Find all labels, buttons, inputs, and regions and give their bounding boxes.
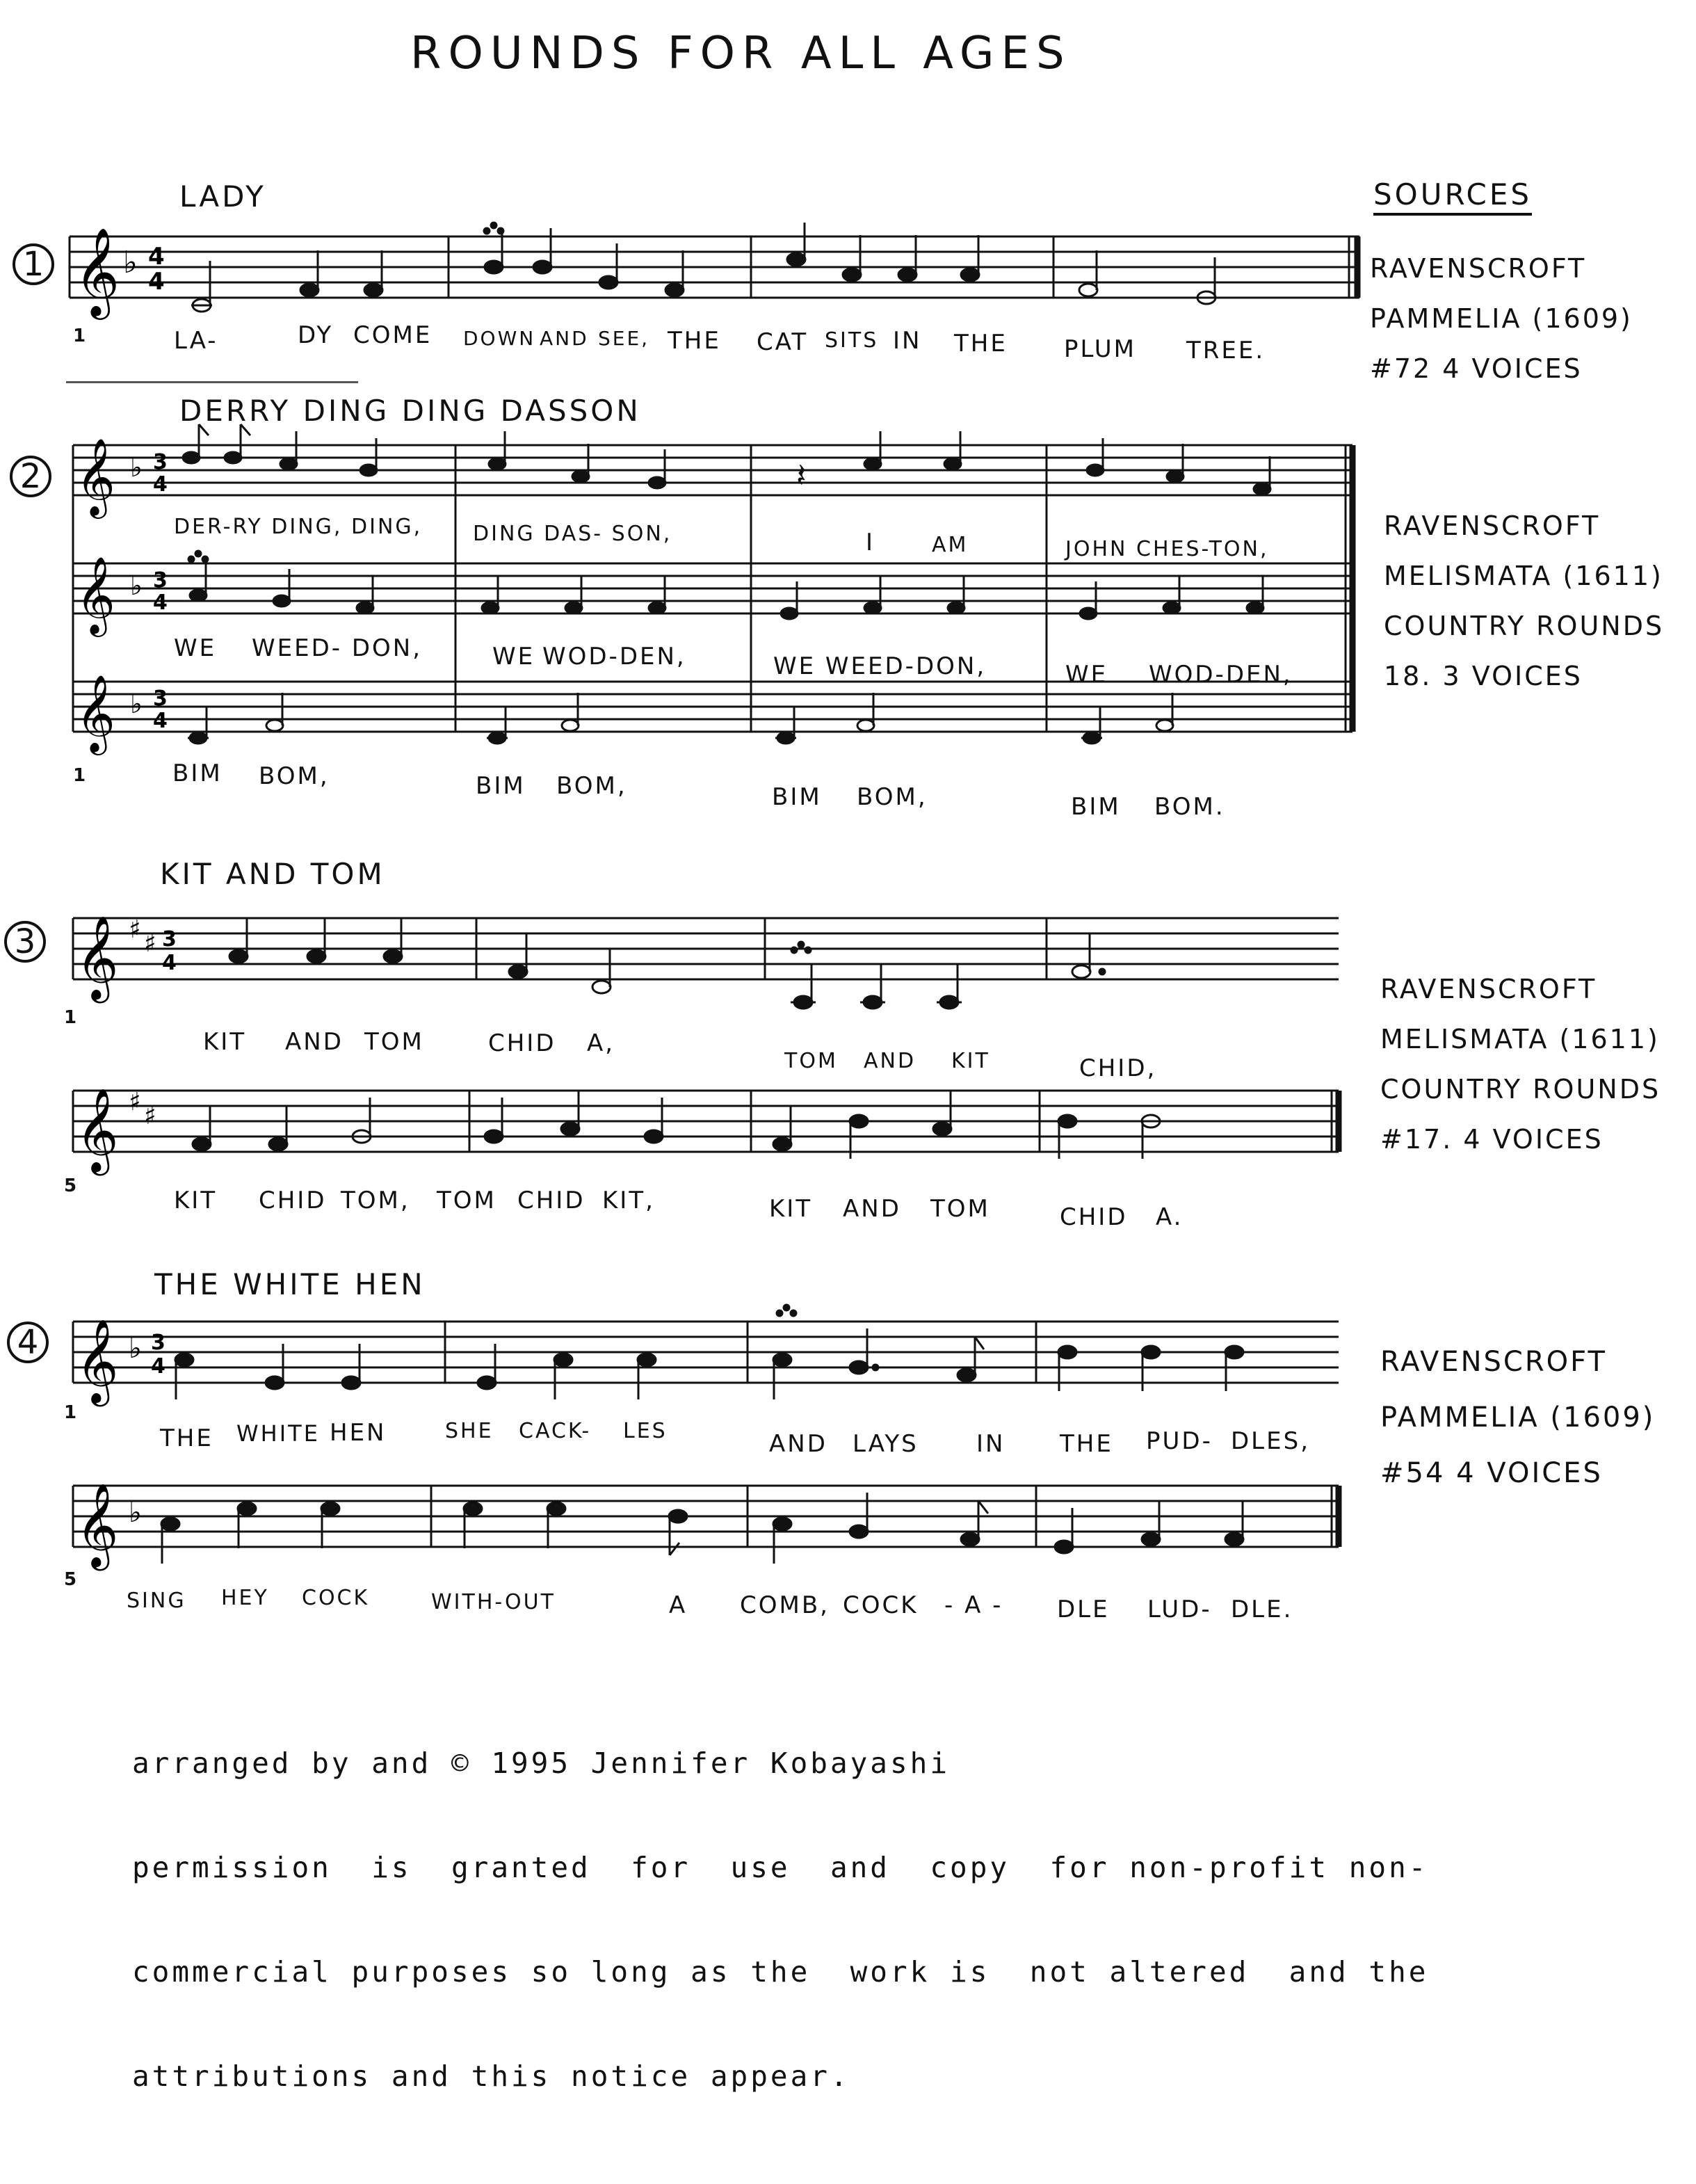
lyric: I [866,529,875,556]
svg-text:♯: ♯ [144,929,156,958]
measure-number: 1 [73,765,86,786]
svg-text:𝄞: 𝄞 [76,1318,119,1403]
lyric: KIT [203,1028,247,1056]
divider [66,381,358,383]
lyric: TREE. [1186,337,1266,364]
svg-text:3: 3 [153,686,168,711]
lyric: CHID [1060,1203,1128,1231]
song-number-4: 4 [7,1322,49,1363]
svg-text:𝄞: 𝄞 [76,1482,119,1567]
lyric: BOM, [556,772,627,800]
lyric: BIM [476,772,526,800]
measure-number: 1 [73,326,86,346]
lyric: COCK [302,1586,370,1610]
staff-song-3-line-1 [66,904,1352,1029]
staff-song-4-line-2 [66,1472,1352,1597]
lyric: - A - [944,1591,1003,1619]
lyric: WOD-DEN, [542,643,686,671]
lyric: TOM [930,1195,990,1223]
svg-text:♭: ♭ [130,570,143,601]
lyric: WE [1065,661,1108,689]
lyric: WITH-OUT [431,1590,556,1614]
measure-number: 5 [64,1175,77,1196]
sources-heading: SOURCES [1373,177,1532,216]
song-number-1: 1 [13,243,54,285]
song-number-2: 2 [10,456,51,497]
lyric: COCK [843,1591,919,1619]
svg-text:3: 3 [153,568,168,593]
source-line: #17. 4 VOICES [1380,1124,1604,1155]
svg-text:4: 4 [148,268,165,296]
lyric: IN [976,1430,1006,1458]
source-line: COUNTRY ROUNDS [1384,611,1665,641]
svg-text:♯: ♯ [129,915,141,944]
svg-text:4: 4 [162,951,177,975]
source-song-2 [1384,501,1664,701]
lyric: WE [492,643,535,671]
lyric: DER-RY DING, DING, [174,515,423,539]
source-song-3 [1380,964,1661,1164]
lyric: DLE. [1231,1596,1293,1623]
staff-song-2 [66,438,1373,765]
staff-song-3-line-2 [66,1077,1352,1181]
svg-text:𝄞: 𝄞 [76,1087,119,1172]
lyric: DY [298,321,334,349]
lyric: THE [160,1424,213,1452]
lyric: A [669,1591,688,1619]
lyric: LES [623,1419,668,1443]
lyric: TOM [364,1028,424,1056]
lyric: SING [127,1589,186,1613]
lyric: HEN [330,1419,387,1447]
svg-text:♭: ♭ [129,1333,142,1365]
lyric: TOM, [341,1187,410,1214]
source-line: MELISMATA (1611) [1384,561,1663,591]
lyric: A. [1156,1203,1184,1231]
svg-text:♭: ♭ [129,1497,142,1529]
lyric: SHE [445,1419,494,1443]
source-line: MELISMATA (1611) [1380,1024,1660,1054]
lyric: AND [769,1430,827,1458]
lyric: HEY [221,1586,269,1610]
lyric: WEED- DON, [252,634,423,662]
lyric: KIT, [602,1187,655,1214]
lyric: TOM [437,1187,496,1214]
lyric: BOM, [857,783,928,811]
staff-song-1 [66,223,1373,334]
svg-text:4: 4 [153,472,168,497]
svg-text:𝄞: 𝄞 [76,674,115,752]
lyric: TOM [784,1049,838,1073]
lyric: AM [932,533,969,557]
lyric: AND [843,1195,901,1223]
lyric: BIM [172,760,223,787]
notice-line: commercial purposes so long as the work is not altered and the [132,1955,1429,1989]
svg-text:4: 4 [153,591,168,615]
lyric: WE [174,634,217,662]
lyric: COME [353,321,433,349]
measure-number: 1 [64,1402,77,1423]
lyric: CHID [259,1187,327,1214]
treble-clef-icon: 𝄞 [74,227,120,316]
svg-text:♭: ♭ [123,245,138,280]
song-title-3: KIT AND TOM [160,857,385,891]
lyric: DLES, [1231,1427,1310,1455]
lyric: IN [893,327,922,355]
lyric: CHID [517,1187,585,1214]
lyric: KIT [174,1187,218,1214]
lyric: THE [954,330,1008,358]
svg-text:𝄞: 𝄞 [76,915,119,999]
lyric: DING DAS- SON, [473,522,672,546]
lyric: PLUM [1064,335,1136,363]
page-title: ROUNDS FOR ALL AGES [410,28,1072,79]
lyric: LUD- [1147,1596,1212,1623]
lyric: DLE [1057,1596,1110,1623]
lyric: THE [1060,1430,1113,1458]
source-line: RAVENSCROFT [1380,974,1597,1004]
lyric: BIM [1071,793,1121,821]
svg-text:4: 4 [148,243,165,271]
lyric: A, [587,1029,615,1057]
svg-text:4: 4 [153,709,168,733]
svg-text:♯: ♯ [129,1088,141,1116]
notice-line: arranged by and © 1995 Jennifer Kobayashi [132,1747,951,1780]
lyric: BOM. [1154,793,1225,821]
song-title-2: DERRY DING DING DASSON [179,394,641,428]
notice-line: permission is granted for use and copy for non-profit non- [132,1851,1429,1884]
lyric: BIM [772,783,822,811]
lyric: THE [668,327,721,355]
lyric: PUD- [1146,1427,1213,1455]
svg-text:𝄞: 𝄞 [76,556,115,634]
lyric: SEE, [598,327,650,350]
lyric: CACK- [519,1419,592,1443]
lyric: CHID [488,1029,556,1057]
source-line: RAVENSCROFT [1380,1346,1607,1378]
lyric: COMB, [740,1591,830,1619]
svg-text:4: 4 [151,1354,165,1379]
svg-text:𝄞: 𝄞 [76,437,115,515]
lyric: CHID, [1079,1054,1157,1082]
lyric: CAT [757,328,809,356]
source-line: RAVENSCROFT [1384,511,1601,541]
lyric: LA- [174,327,218,355]
source-song-4 [1380,1334,1655,1501]
measure-number: 1 [64,1007,77,1028]
svg-text:3: 3 [151,1331,165,1355]
lyric: WOD-DEN, [1149,661,1293,689]
source-line: 18. 3 VOICES [1384,661,1583,691]
svg-text:𝄽: 𝄽 [796,456,807,495]
source-line: PAMMELIA (1609) [1380,1402,1656,1434]
lyric: JOHN CHES-TON, [1065,537,1269,561]
lyric: SITS [825,328,879,353]
svg-text:♭: ♭ [130,689,143,719]
source-line: RAVENSCROFT [1370,253,1587,284]
lyric: DOWN [463,327,536,350]
svg-text:3: 3 [153,450,168,474]
lyric: AND [864,1049,916,1073]
svg-text:3: 3 [162,927,177,952]
song-number-3: 3 [4,921,46,963]
source-line: COUNTRY ROUNDS [1380,1074,1661,1105]
lyric: KIT [769,1195,813,1223]
song-title-4: THE WHITE HEN [154,1267,426,1301]
svg-text:♭: ♭ [130,452,143,483]
lyric: KIT [951,1049,990,1073]
lyric: AND [540,327,589,350]
notice-line: attributions and this notice appear. [132,2059,850,2093]
staff-song-4-line-1 [66,1308,1352,1433]
source-song-1 [1370,243,1633,394]
lyric: BOM, [259,762,330,790]
copyright-notice [132,1676,1428,2128]
source-line: #72 4 VOICES [1370,353,1583,384]
lyric: WE WEED-DON, [773,652,987,680]
source-line: #54 4 VOICES [1380,1457,1603,1489]
measure-number: 5 [64,1569,77,1590]
lyric: WHITE [236,1420,320,1447]
svg-text:♯: ♯ [144,1102,156,1130]
song-title-1: LADY [179,179,266,214]
lyric: AND [285,1028,344,1056]
lyric: LAYS [853,1430,919,1458]
source-line: PAMMELIA (1609) [1370,303,1633,334]
